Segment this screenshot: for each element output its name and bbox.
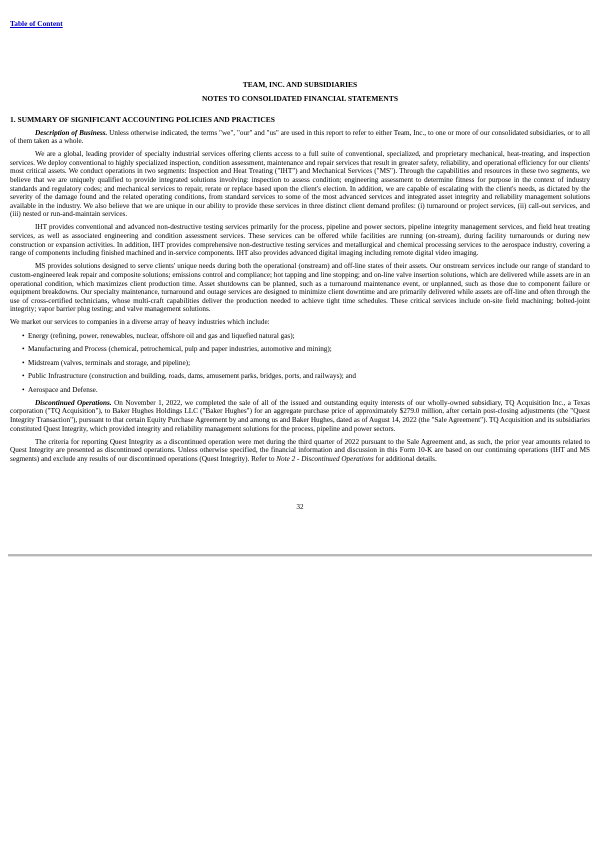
paragraph-lead-discontinued: Discontinued Operations. (35, 398, 112, 407)
paragraph-global-provider: We are a global, leading provider of specialty industrial services offering clients access to a full suite of conventional, specialized, and proprietary mechanical, heat-treating, and inspection services. We deploy conventional to highly specialized inspection, condition assessment, maintenance and repair services that result in greater safety, reliability, and operational efficiency for our clients' most critical assets. We conduct operations in two segments: Inspection and Heat Treating ("IHT") and Mechanical Services ("MS"). Through the capabilities and resources in these two segments, we believe that we are uniquely qualified to provide integrated solutions involving: inspection to assess condition; engineering assessment to determine fitness for purpose in the context of industry standards and regulatory codes; and mechanical services to repair, rerate or replace based upon the client's election. In addition, we are capable of escalating with the client's needs, as dictated by the severity of the damage found and the related operating conditions, from standard services to some of the most advanced services and integrated asset integrity and reliability management solutions available in the industry. We also believe that we are unique in our ability to provide these services in three distinct client demand profiles: (i) turnaround or project services, (ii) call-out services, and (iii) nested or run-and-maintain services. (10, 150, 590, 219)
industries-list (10, 332, 590, 395)
paragraph-criteria (10, 438, 590, 464)
company-title: TEAM, INC. AND SUBSIDIARIES (242, 80, 358, 89)
paragraph-text: Unless otherwise indicated, the terms "we", "our" and "us" are used in this report to refer to either Team, Inc., to one or more of our consolidated subsidiaries, or to all of them taken as a whole. (10, 128, 590, 146)
paragraph-description-of-business (10, 129, 590, 146)
table-of-content-link[interactable]: Table of Content (10, 19, 63, 28)
list-item-energy: • Energy (refining, power, renewables, nuclear, offshore oil and gas and liquefied natural gas); (10, 332, 590, 341)
paragraph-market-intro: We market our services to companies in a diverse array of heavy industries which include: (10, 318, 270, 327)
paragraph-text: The criteria for reporting Quest Integrity as a discontinued operation were met during the third quarter of 2022 pursuant to the Sale Agreement and, as such, the prior year amounts related to Quest Integrity are presented as discontinued operations. Unless otherwise specified, the financial information and discussion in this Form 10-K are based on our continuing operations (IHT and MS segments) and exclude any results of our discontinued operations (Quest Integrity). Refer to (10, 437, 590, 463)
list-item-midstream: • Midstream (valves, terminals and storage, and pipeline); (10, 359, 590, 368)
paragraph-ms-segment: MS provides solutions designed to serve clients' unique needs during both the operational (onstream) and off-line states of their assets. Our onstream services include our range of standard to custom-engineered leak repair and composite solutions; emissions control and compliance; hot tapping and line stopping; and on-line valve insertion solutions, which are delivered while assets are in an operational condition, which maximizes client production time. Asset shutdowns can be planned, such as a turnaround maintenance event, or unplanned, such as those due to component failure or equipment breakdowns. Our specialty maintenance, turnaround and outage services are designed to minimize client downtime and are primarily delivered while assets are off-line and often through the use of cross-certified technicians, whose multi-craft capabilities deliver the production needed to achieve tight time schedules. These critical services include on-site field machining; bolted-joint integrity; vapor barrier plug testing; and valve management solutions. (10, 262, 590, 314)
paragraph-discontinued-operations (10, 399, 590, 433)
paragraph-lead-description: Description of Business. (35, 128, 108, 137)
paragraph-text: for additional details. (373, 454, 437, 463)
document-header (10, 78, 590, 106)
page-number: 32 (296, 502, 304, 511)
note-2-reference: Note 2 - Discontinued Operations (276, 454, 374, 463)
list-item-aerospace: • Aerospace and Defense. (10, 386, 590, 395)
page-bottom-divider (8, 554, 592, 557)
statements-title: NOTES TO CONSOLIDATED FINANCIAL STATEMENTS (201, 94, 399, 103)
list-item-manufacturing: • Manufacturing and Process (chemical, petrochemical, pulp and paper industries, automotive and mining); (10, 345, 590, 354)
paragraph-text: On November 1, 2022, we completed the sale of all of the issued and outstanding equity interests of our wholly-owned subsidiary, TQ Acquisition Inc., a Texas corporation ("TQ Acquisition"), to Baker Hughes Holdings LLC ("Baker Hughes") for an aggregate purchase price of approximately $279.0 million, after certain post-closing adjustments (the "Quest Integrity Transaction"), pursuant to that certain Equity Purchase Agreement by and among us and Baker Hughes, dated as of August 14, 2022 (the "Sale Agreement"). TQ Acquisition and its subsidiaries constituted Quest Integrity, which provided integrity and reliability management solutions for the process, pipeline and power sectors. (10, 398, 590, 433)
section-heading: 1. SUMMARY OF SIGNIFICANT ACCOUNTING POLICIES AND PRACTICES (10, 115, 275, 124)
paragraph-iht-segment: IHT provides conventional and advanced non-destructive testing services primarily for the process, pipeline and power sectors, pipeline integrity management services, and field heat treating services, as well as associated engineering and condition assessment services. These services can be offered while facilities are running (on-stream), during facility turnarounds or during new construction or expansion activities. In addition, IHT provides comprehensive non-destructive testing services and metallurgical and chemical processing services to the aerospace industry, covering a range of components including finished machined and in-service components. IHT also provides advanced digital imaging including remote digital video imaging. (10, 223, 590, 258)
list-item-public-infrastructure: • Public Infrastructure (construction and building, roads, dams, amusement parks, bridges, ports, and railways); and (10, 372, 590, 381)
